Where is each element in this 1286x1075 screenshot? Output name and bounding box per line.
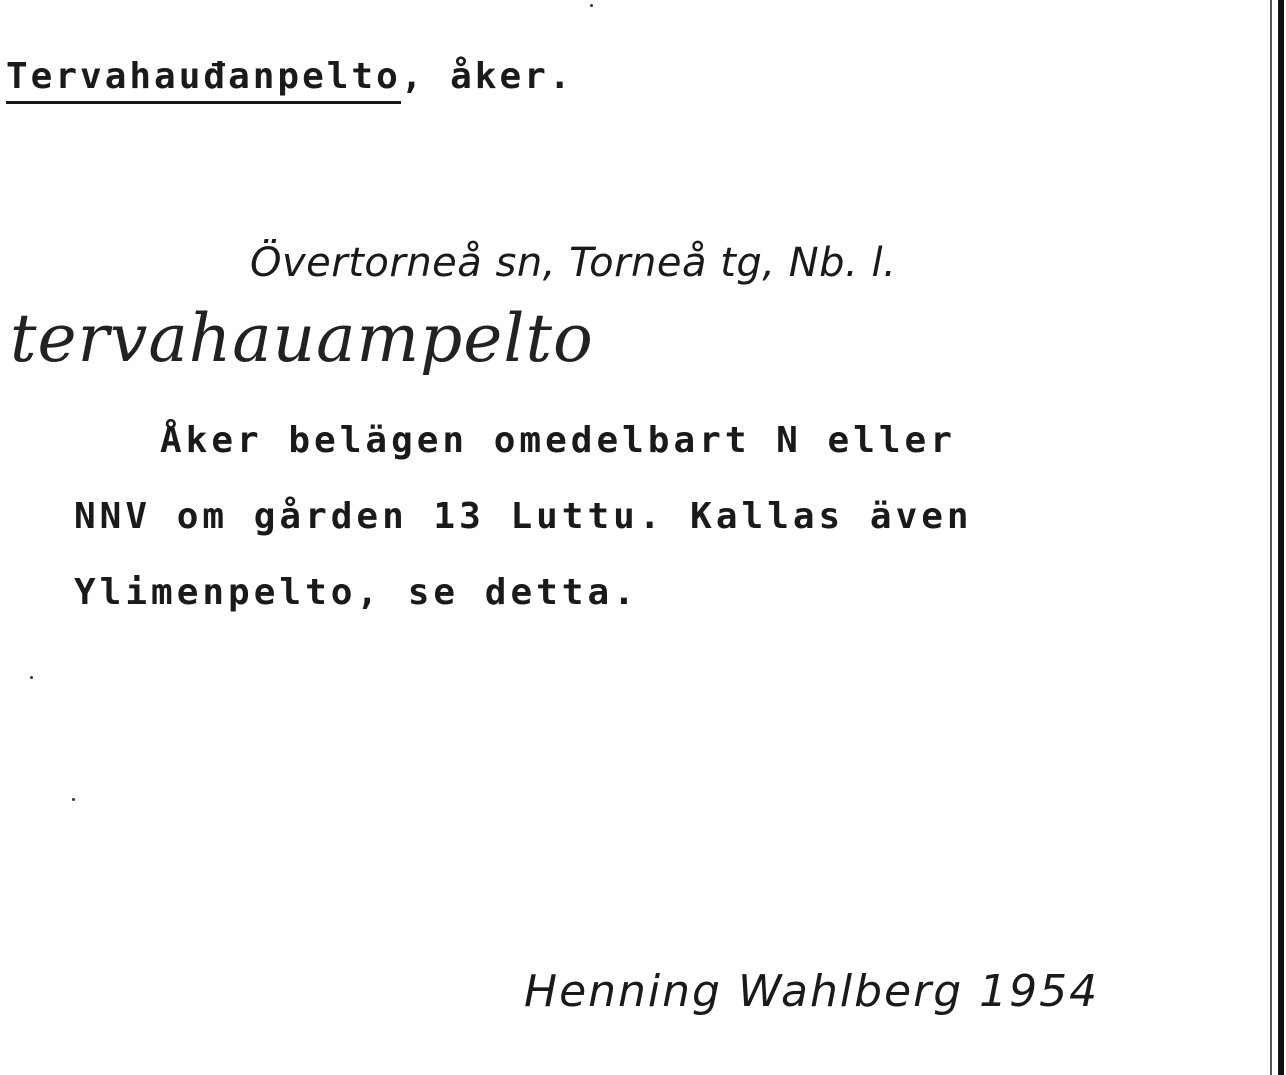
scan-speck (590, 4, 593, 7)
scan-speck (30, 676, 33, 679)
description-line-3: Ylimenpelto, se detta. (74, 572, 639, 613)
signature: Henning Wahlberg 1954 (524, 966, 1100, 1017)
headword-suffix: , åker. (400, 56, 574, 97)
card-edge (1278, 0, 1284, 1075)
description-line-2: NNV om gården 13 Luttu. Kallas även (74, 496, 973, 537)
handwritten-form: tervahauampelto (10, 300, 594, 377)
scan-speck (72, 798, 75, 801)
card-edge-line (1270, 0, 1272, 1075)
headword-line (6, 56, 574, 97)
headword: Tervahauđanpelto (6, 56, 401, 104)
location-stamp: Övertorneå sn, Torneå tg, Nb. l. (250, 240, 897, 286)
description-line-1: Åker belägen omedelbart N eller (160, 420, 956, 461)
